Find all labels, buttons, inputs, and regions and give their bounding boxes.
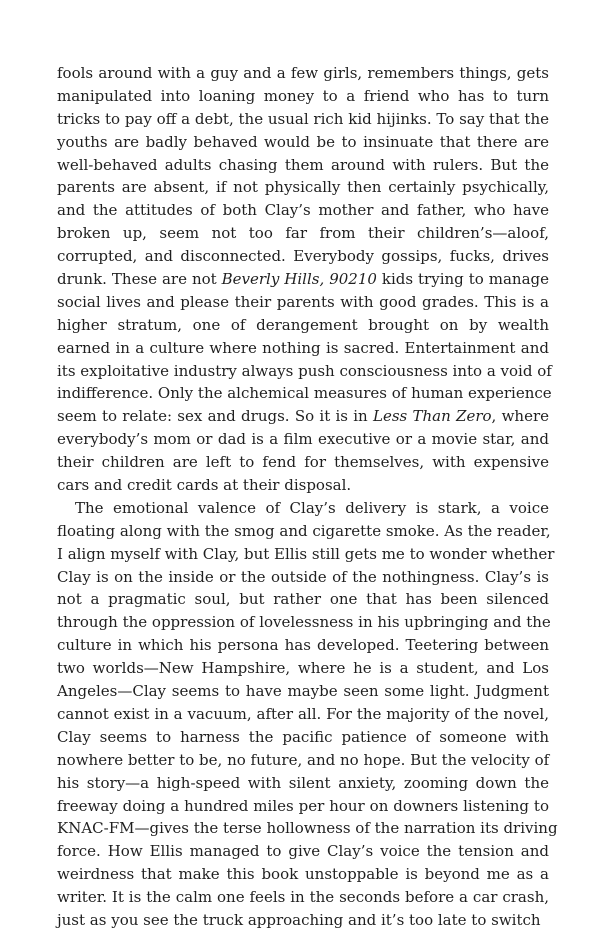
text-line — [57, 154, 549, 177]
text-line — [57, 840, 549, 863]
text-line — [57, 886, 549, 909]
text-line — [57, 85, 549, 108]
text-line — [57, 497, 549, 520]
text-line — [57, 680, 549, 703]
text-line — [57, 131, 549, 154]
text-run: earned in a culture where nothing is sacred. Entertainment and — [57, 338, 549, 357]
text-run: force. How Ellis managed to give Clay’s voice the tension and — [57, 842, 549, 861]
text-line — [57, 108, 549, 131]
text-run: parents are absent, if not physically then certainly psychically, — [57, 178, 549, 197]
text-run: The emotional valence of Clay’s delivery is stark, a voice — [75, 498, 549, 517]
text-line — [57, 634, 549, 657]
text-run: kids trying to manage — [376, 270, 549, 289]
text-run: floating along with the smog and cigarette smoke. As the reader, — [57, 521, 551, 540]
text-run: writer. It is the calm one feels in the seconds before a car crash, — [57, 888, 549, 907]
text-run: broken up, seem not too far from their children’s—aloof, — [57, 224, 549, 243]
text-run: social lives and please their parents with good grades. This is a — [57, 292, 549, 311]
text-line — [57, 817, 558, 840]
text-run: KNAC-FM—gives the terse hollowness of the narration its driving — [57, 819, 558, 838]
text-line — [57, 291, 549, 314]
italic-title: Beverly Hills, 90210 — [221, 270, 377, 289]
text-line — [57, 703, 549, 726]
text-line — [57, 428, 549, 451]
text-line — [57, 382, 552, 405]
text-run: higher stratum, one of derangement brought on by wealth — [57, 315, 549, 334]
text-line — [57, 749, 549, 772]
text-line — [57, 566, 549, 589]
text-run: cannot exist in a vacuum, after all. For the majority of the novel, — [57, 704, 549, 723]
text-line — [57, 611, 549, 634]
text-line — [57, 268, 549, 291]
text-run: Clay is on the inside or the outside of the nothingness. Clay’s is — [57, 567, 549, 586]
text-run: Angeles—Clay seems to have maybe seen some light. Judgment — [57, 682, 549, 701]
text-line — [57, 588, 549, 611]
text-run: everybody’s mom or dad is a film executive or a movie star, and — [57, 430, 549, 449]
text-line — [57, 543, 555, 566]
text-line — [57, 451, 549, 474]
text-line — [57, 520, 549, 543]
text-run: I align myself with Clay, but Ellis still gets me to wonder whether — [57, 544, 555, 563]
text-run: fools around with a guy and a few girls, remembers things, gets — [57, 64, 549, 82]
text-line — [57, 474, 549, 497]
text-run: manipulated into loaning money to a friend who has to turn — [57, 86, 549, 105]
text-run: well-behaved adults chasing them around with rulers. But the — [57, 155, 549, 174]
text-run: weirdness that make this book unstoppable is beyond me as a — [57, 865, 549, 884]
text-line — [57, 199, 549, 222]
text-run: cars and credit cards at their disposal. — [57, 476, 352, 495]
text-line — [57, 863, 549, 886]
text-line — [57, 62, 549, 85]
text-run: nowhere better to be, no future, and no hope. But the velocity of — [57, 750, 550, 769]
text-run: seem to relate: sex and drugs. So it is in — [57, 407, 373, 426]
text-line — [57, 726, 549, 749]
body-text — [57, 62, 558, 932]
text-run: freeway doing a hundred miles per hour on downers listening to — [57, 796, 549, 815]
text-run: Clay seems to harness the pacific patience of someone with — [57, 727, 549, 746]
text-run: corrupted, and disconnected. Everybody gossips, fucks, drives — [57, 247, 549, 266]
text-line — [57, 795, 549, 818]
text-run: not a pragmatic soul, but rather one that has been silenced — [57, 590, 549, 609]
italic-title: Less Than Zero — [372, 407, 492, 426]
text-run: , where — [491, 407, 549, 426]
text-line — [57, 222, 549, 245]
text-line — [57, 657, 549, 680]
text-run: his story—a high-speed with silent anxiety, zooming down the — [57, 773, 549, 792]
text-line — [57, 245, 549, 268]
text-run: its exploitative industry always push consciousness into a void of — [57, 361, 552, 380]
text-run: indifference. Only the alchemical measures of human experience — [57, 384, 552, 403]
text-run: drunk. These are not — [57, 270, 222, 289]
text-line — [57, 909, 549, 932]
text-line — [57, 314, 549, 337]
text-line — [57, 176, 549, 199]
text-run: their children are left to fend for themselves, with expensive — [57, 453, 549, 472]
paragraph — [57, 497, 558, 932]
text-line — [57, 772, 549, 795]
text-run: youths are badly behaved would be to insinuate that there are — [57, 132, 549, 151]
text-run: culture in which his persona has developed. Teetering between — [57, 636, 549, 655]
text-run: tricks to pay off a debt, the usual rich kid hijinks. To say that the — [57, 109, 549, 128]
text-run: and the attitudes of both Clay’s mother and father, who have — [57, 201, 549, 220]
text-run: through the oppression of lovelessness in his upbringing and the — [57, 613, 551, 632]
paragraph — [57, 62, 552, 497]
text-line — [57, 337, 549, 360]
text-run: two worlds—New Hampshire, where he is a student, and Los — [57, 659, 549, 678]
text-line — [57, 360, 552, 383]
text-line — [57, 405, 549, 428]
text-run: just as you see the truck approaching and it’s too late to switch — [57, 910, 541, 929]
